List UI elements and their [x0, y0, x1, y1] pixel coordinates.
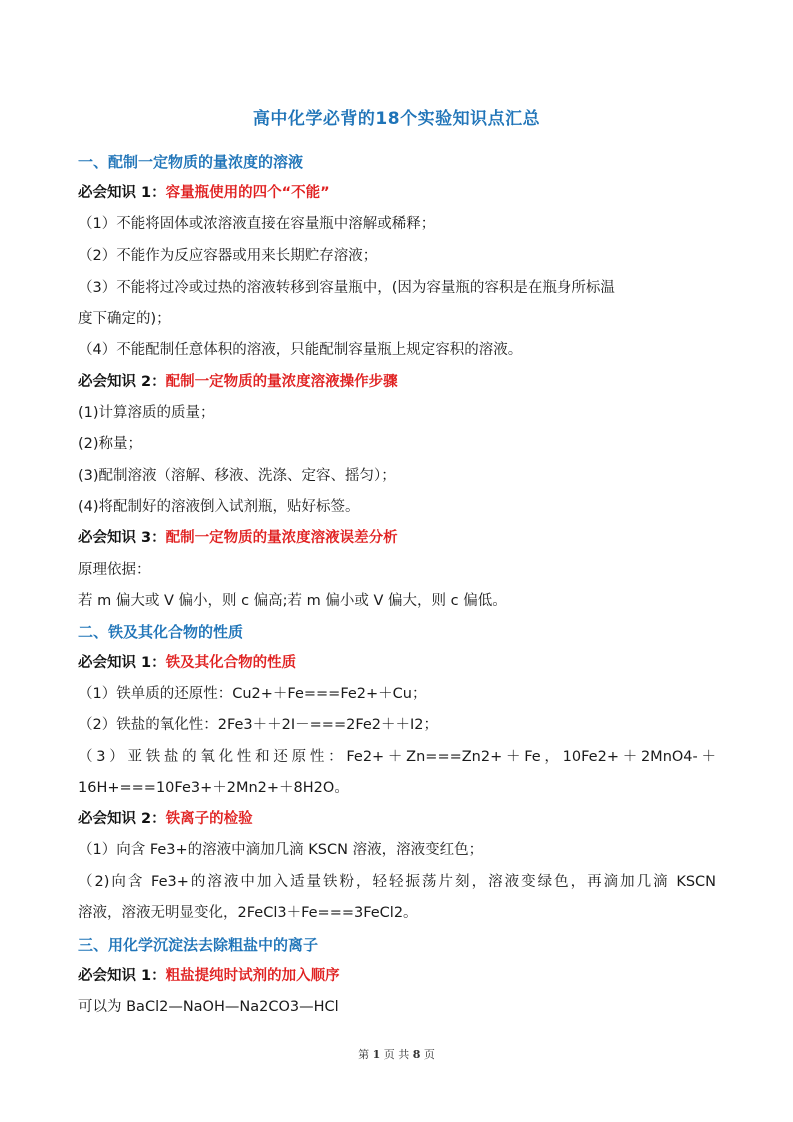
knowledge-label: 必会知识 1： [78, 968, 166, 984]
paragraph-line: （3）亚铁盐的氧化性和还原性：Fe2+＋Zn===Zn2+＋Fe，10Fe2+＋2MnO4-＋ [78, 749, 716, 765]
knowledge-title: 配制一定物质的量浓度溶液误差分析 [165, 530, 398, 546]
footer-middle: 页 共 [383, 1048, 410, 1061]
knowledge-heading [78, 528, 398, 548]
paragraph-line: (2)称量； [78, 436, 143, 452]
paragraph-line: 若 m 偏大或 V 偏小，则 c 偏高;若 m 偏小或 V 偏大，则 c 偏低。 [78, 593, 507, 609]
paragraph-line: （1）铁单质的还原性：Cu2+＋Fe===Fe2+＋Cu； [78, 686, 427, 702]
knowledge-heading [78, 809, 253, 829]
knowledge-label: 必会知识 2： [78, 374, 166, 390]
knowledge-heading [78, 183, 330, 203]
knowledge-label: 必会知识 3： [78, 530, 166, 546]
footer-prefix: 第 [358, 1048, 370, 1061]
footer-total-pages: 8 [412, 1048, 421, 1061]
knowledge-title: 铁离子的检验 [165, 811, 253, 827]
paragraph-line: (1)计算溶质的质量； [78, 405, 215, 421]
paragraph-line: （1）向含 Fe3+的溶液中滴加几滴 KSCN 溶液，溶液变红色； [78, 842, 484, 858]
knowledge-label: 必会知识 2： [78, 811, 166, 827]
page-footer [0, 1046, 793, 1062]
section-heading-3: 三、用化学沉淀法去除粗盐中的离子 [78, 936, 319, 954]
paragraph-line: (3)配制溶液（溶解、移液、洗涤、定容、摇匀）； [78, 468, 396, 484]
knowledge-label: 必会知识 1： [78, 655, 166, 671]
knowledge-heading [78, 653, 296, 673]
paragraph-line: (4)将配制好的溶液倒入试剂瓶，贴好标签。 [78, 499, 360, 515]
knowledge-heading [78, 966, 340, 986]
paragraph-line: （4）不能配制任意体积的溶液，只能配制容量瓶上规定容积的溶液。 [78, 342, 523, 358]
paragraph-line: （2)向含 Fe3+的溶液中加入适量铁粉，轻轻振荡片刻，溶液变绿色，再滴加几滴 KSCN [78, 874, 716, 890]
paragraph-line: 原理依据： [78, 562, 151, 578]
section-heading-2: 二、铁及其化合物的性质 [78, 623, 244, 641]
paragraph-line: （3）不能将过冷或过热的溶液转移到容量瓶中，(因为容量瓶的容积是在瓶身所标温 [78, 280, 615, 296]
knowledge-title: 铁及其化合物的性质 [165, 655, 297, 671]
paragraph-line: 溶液，溶液无明显变化，2FeCl3＋Fe===3FeCl2。 [78, 905, 418, 921]
knowledge-heading [78, 372, 398, 392]
footer-page-number: 1 [372, 1048, 381, 1061]
knowledge-title: 粗盐提纯时试剂的加入顺序 [165, 968, 340, 984]
paragraph-line: （1）不能将固体或浓溶液直接在容量瓶中溶解或稀释； [78, 216, 436, 232]
footer-suffix: 页 [423, 1048, 435, 1061]
knowledge-title: 容量瓶使用的四个“不能” [165, 185, 330, 201]
paragraph-line: （2）铁盐的氧化性：2Fe3＋＋2I－===2Fe2＋＋I2； [78, 717, 439, 733]
section-heading-1: 一、配制一定物质的量浓度的溶液 [78, 153, 304, 171]
knowledge-title: 配制一定物质的量浓度溶液操作步骤 [165, 374, 398, 390]
paragraph-line: （2）不能作为反应容器或用来长期贮存溶液； [78, 248, 378, 264]
paragraph-line: 16H+===10Fe3+＋2Mn2+＋8H2O。 [78, 780, 349, 796]
paragraph-line: 度下确定的)； [78, 311, 171, 327]
document-title: 高中化学必背的18个实验知识点汇总 [252, 109, 541, 129]
knowledge-label: 必会知识 1： [78, 185, 166, 201]
paragraph-line: 可以为 BaCl2—NaOH—Na2CO3—HCl [78, 999, 339, 1015]
